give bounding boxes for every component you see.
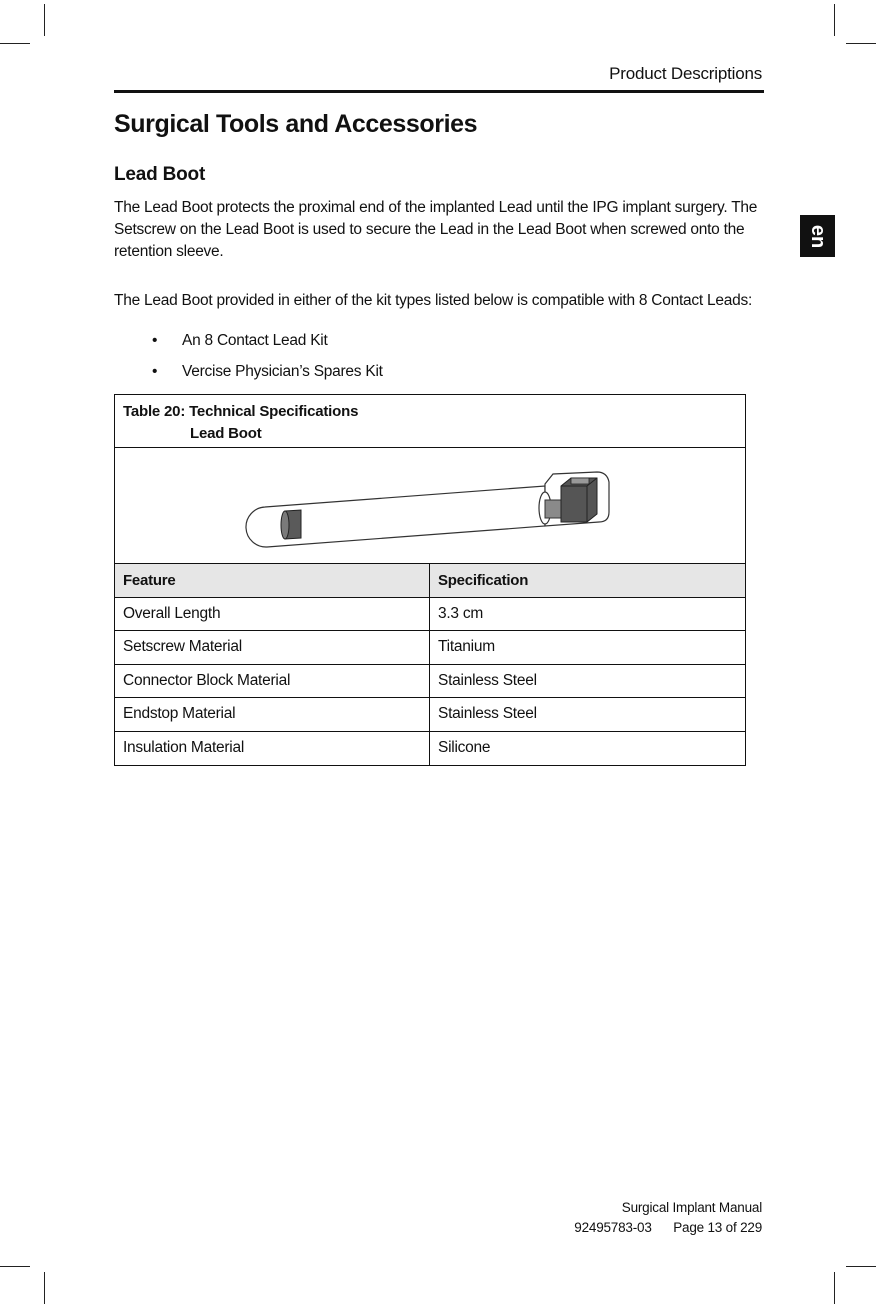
bullet-icon: • <box>152 363 158 380</box>
footer-page-number: Page 13 of 229 <box>673 1220 762 1235</box>
table-row <box>115 698 745 732</box>
list-item <box>150 361 383 392</box>
language-tab-label: en <box>807 224 829 248</box>
lead-boot-figure <box>115 448 745 564</box>
table-caption-title: Table 20: Technical Specifications <box>123 403 359 420</box>
footer-manual-title: Surgical Implant Manual <box>621 1200 762 1215</box>
table-caption-subtitle: Lead Boot <box>190 425 262 442</box>
kit-list <box>150 330 383 392</box>
column-header-specification: Specification <box>438 571 529 589</box>
table-row <box>115 665 745 699</box>
spec-table <box>114 394 746 766</box>
table-cell: Connector Block Material <box>115 665 430 698</box>
table-caption <box>115 395 745 448</box>
lead-boot-illustration <box>245 464 615 548</box>
table-cell: Insulation Material <box>115 732 430 766</box>
table-cell: Stainless Steel <box>438 705 537 723</box>
footer-doc-number: 92495783-03 <box>574 1220 652 1235</box>
table-cell: Setscrew Material <box>115 631 430 664</box>
header-rule <box>114 90 764 93</box>
table-cell: Endstop Material <box>115 698 430 731</box>
crop-mark <box>834 4 835 36</box>
description-paragraph: The Lead Boot protects the proximal end of the implanted Lead until the IPG implant surgery. The Setscrew on the Lead Boot is used to secure the Lead in the Lead Boot when screwed onto the retention sleeve. <box>114 199 758 260</box>
column-header-feature: Feature <box>115 564 430 597</box>
crop-mark <box>0 1266 30 1267</box>
table-row <box>115 598 745 632</box>
crop-mark <box>44 1272 45 1304</box>
table-header-row <box>115 564 745 598</box>
crop-mark <box>0 43 30 44</box>
list-item-text: An 8 Contact Lead Kit <box>182 332 328 349</box>
table-cell: Stainless Steel <box>438 671 537 689</box>
table-row <box>115 732 745 766</box>
language-tab <box>800 215 835 257</box>
list-item-text: Vercise Physician’s Spares Kit <box>182 363 383 380</box>
section-heading: Lead Boot <box>114 164 206 185</box>
list-item <box>150 330 383 361</box>
compatibility-paragraph: The Lead Boot provided in either of the kit types listed below is compatible with 8 Contact Leads: <box>114 292 753 309</box>
footer-line <box>574 1220 762 1235</box>
table-cell: 3.3 cm <box>438 604 484 622</box>
crop-mark <box>846 1266 876 1267</box>
endstop-shape <box>281 510 301 539</box>
table-row <box>115 631 745 665</box>
connector-block-shape <box>561 478 597 522</box>
running-header: Product Descriptions <box>609 64 762 83</box>
crop-mark <box>834 1272 835 1304</box>
table-cell: Silicone <box>438 739 491 757</box>
crop-mark <box>846 43 876 44</box>
table-cell: Titanium <box>438 638 495 656</box>
page-title: Surgical Tools and Accessories <box>114 110 478 138</box>
crop-mark <box>44 4 45 36</box>
table-cell: Overall Length <box>115 598 430 631</box>
bullet-icon: • <box>152 332 158 349</box>
